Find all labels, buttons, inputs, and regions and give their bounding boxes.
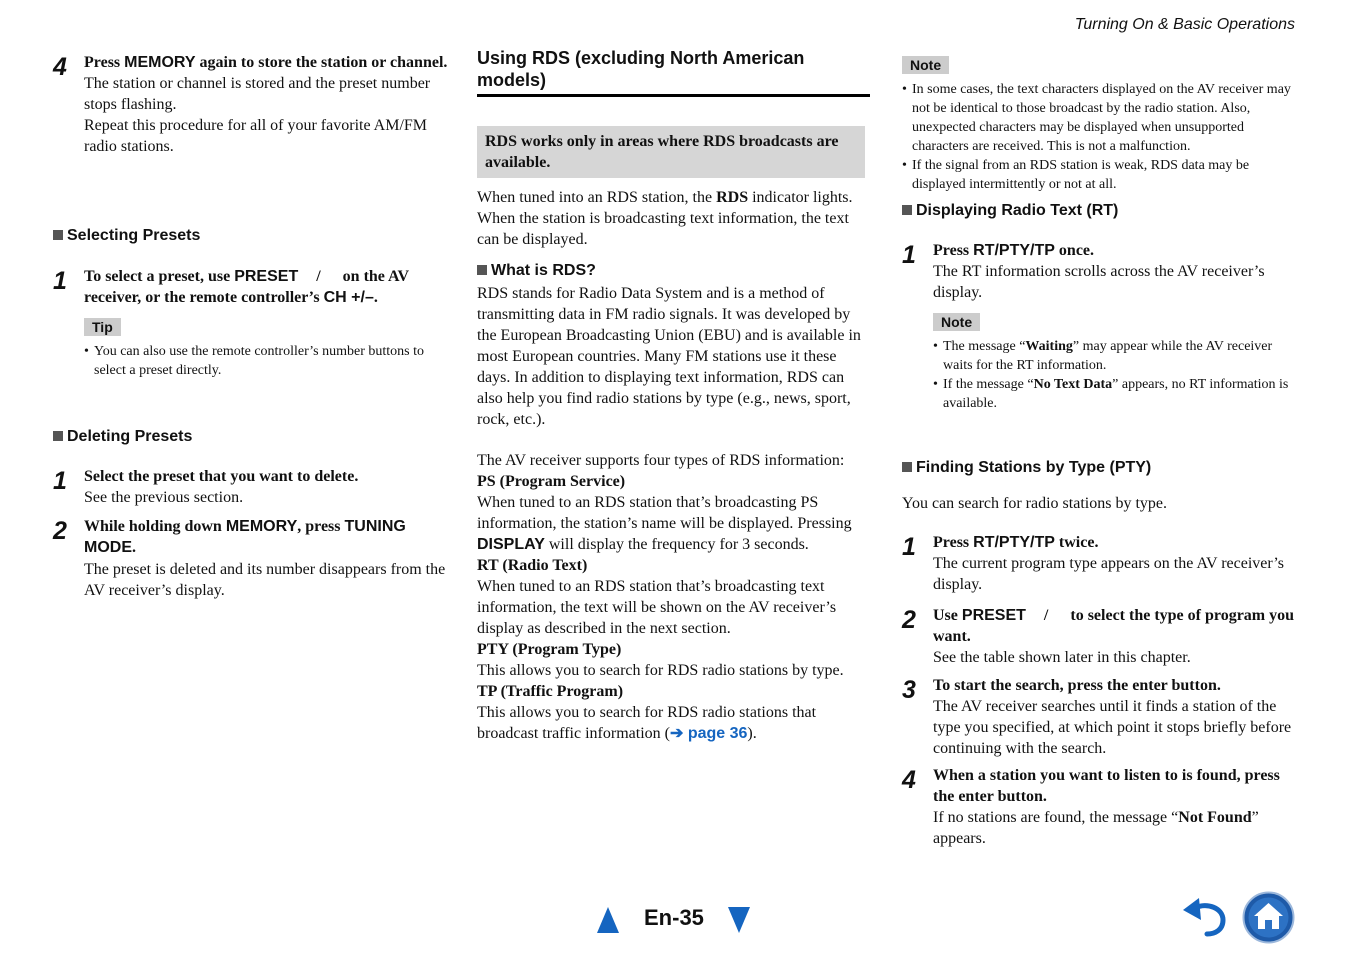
note-item: • The message “Waiting” may appear while the AV receiver waits for the RT information. bbox=[933, 337, 1295, 375]
triangle-up-icon[interactable] bbox=[597, 907, 619, 933]
step-title: Use PRESET / to select the type of program you want. bbox=[933, 607, 1295, 645]
pty-body: This allows you to search for RDS radio stations by type. bbox=[477, 662, 844, 679]
page-number: En-35 bbox=[644, 905, 704, 930]
step-title: Select the preset that you want to delete. bbox=[84, 468, 359, 485]
section-heading-selecting-presets: Selecting Presets bbox=[53, 227, 448, 245]
step-title: Press MEMORY again to store the station or channel. bbox=[84, 54, 448, 71]
note-item: • In some cases, the text characters displayed on the AV receiver may not be identical to those broadcast by the radio station. Also, unexpected characters may be displayed when unsupported characters are received. This is not a malfunction. bbox=[902, 80, 1294, 156]
section-heading-radio-text: Displaying Radio Text (RT) bbox=[902, 202, 1295, 220]
step-title: When a station you want to listen to is found, press the enter button. bbox=[933, 767, 1280, 805]
step-title: To select a preset, use PRESET / on the AV receiver, or the remote controller’s CH +/–. bbox=[84, 268, 409, 306]
step-body: Repeat this procedure for all of your favorite AM/FM radio stations. bbox=[84, 117, 428, 155]
section-heading-what-is-rds: What is RDS? bbox=[477, 262, 870, 280]
pty-title: PTY (Program Type) bbox=[477, 641, 622, 658]
step-4 bbox=[53, 52, 448, 157]
step-title: While holding down MEMORY, press TUNING MODE. bbox=[84, 518, 406, 556]
step-body: The station or channel is stored and the preset number stops flashing. bbox=[84, 75, 431, 113]
note-item: • If the message “No Text Data” appears, no RT information is available. bbox=[933, 375, 1295, 413]
step-number: 3 bbox=[902, 676, 916, 704]
deleting-presets-step-2 bbox=[53, 516, 448, 601]
rt-notes bbox=[933, 337, 1295, 413]
pty-step-2 bbox=[902, 605, 1295, 668]
pty-step-4 bbox=[902, 765, 1295, 849]
section-heading-pty: Finding Stations by Type (PTY) bbox=[902, 459, 1295, 477]
rt-body: When tuned to an RDS station that’s broadcasting text information, the text will be shown on the AV receiver’s display as described in the next section. bbox=[477, 578, 837, 637]
pty-intro: You can search for radio stations by type. bbox=[902, 495, 1167, 512]
tp-title: TP (Traffic Program) bbox=[477, 683, 624, 700]
pty-step-3 bbox=[902, 675, 1295, 759]
step-body: The AV receiver searches until it finds a station of the type you specified, at which point it stops briefly before continuing with the search. bbox=[933, 698, 1292, 757]
note-item: • If the signal from an RDS station is weak, RDS data may be displayed intermittently or not at all. bbox=[902, 156, 1294, 194]
rt-note-label: Note bbox=[933, 313, 980, 331]
section-title: Turning On & Basic Operations bbox=[1074, 16, 1295, 33]
step-title: To start the search, press the enter button. bbox=[933, 677, 1221, 694]
triangle-down-icon[interactable] bbox=[728, 907, 750, 933]
step-number: 1 bbox=[902, 533, 916, 561]
step-title: Press RT/PTY/TP once. bbox=[933, 242, 1095, 259]
return-arrow-icon[interactable] bbox=[1181, 896, 1229, 938]
rds-notes bbox=[902, 80, 1294, 194]
step-number: 4 bbox=[53, 53, 67, 81]
step-number: 1 bbox=[53, 467, 67, 495]
radio-text-step-1 bbox=[902, 240, 1295, 303]
what-is-rds-body: RDS stands for Radio Data System and is a method of transmitting data in FM radio signals. It was developed by the European Broadcasting Union (EBU) and is available in most European countries. Many FM stations use it these days. In addition to displaying text information, RDS can also help you find radio stations by type (e.g., news, sport, rock, etc.). bbox=[477, 285, 861, 428]
section-heading-deleting-presets: Deleting Presets bbox=[53, 428, 448, 446]
page-36-link[interactable]: ➔ page 36 bbox=[669, 725, 748, 742]
ps-body: When tuned to an RDS station that’s broadcasting PS information, the station’s name will be displayed. Pressing DISPLAY will display the frequency for 3 seconds. bbox=[477, 494, 852, 553]
rds-section-title: Using RDS (excluding North American models) bbox=[477, 48, 805, 90]
step-number: 1 bbox=[53, 267, 67, 295]
step-body: If no stations are found, the message “Not Found” appears. bbox=[933, 809, 1259, 847]
step-number: 1 bbox=[902, 241, 916, 269]
home-icon[interactable] bbox=[1242, 891, 1295, 944]
ps-title: PS (Program Service) bbox=[477, 473, 626, 490]
title-rule bbox=[477, 94, 870, 97]
types-intro: The AV receiver supports four types of RDS information: bbox=[477, 452, 845, 469]
tp-body: This allows you to search for RDS radio stations that broadcast traffic information (➔ page 36). bbox=[477, 704, 817, 742]
step-number: 2 bbox=[902, 606, 916, 634]
step-body: See the table shown later in this chapter. bbox=[933, 649, 1191, 666]
step-body: See the previous section. bbox=[84, 489, 244, 506]
step-title: Press RT/PTY/TP twice. bbox=[933, 534, 1099, 551]
rt-title: RT (Radio Text) bbox=[477, 557, 588, 574]
step-body: The preset is deleted and its number disappears from the AV receiver’s display. bbox=[84, 561, 446, 599]
rds-availability-note: RDS works only in areas where RDS broadcasts are available. bbox=[477, 126, 865, 178]
deleting-presets-step-1 bbox=[53, 466, 448, 508]
note-label: Note bbox=[902, 56, 949, 74]
step-body: The RT information scrolls across the AV receiver’s display. bbox=[933, 263, 1265, 301]
tip-label: Tip bbox=[84, 318, 121, 336]
step-number: 2 bbox=[53, 517, 67, 545]
pty-step-1 bbox=[902, 532, 1295, 595]
step-number: 4 bbox=[902, 766, 916, 794]
rds-intro: When tuned into an RDS station, the RDS indicator lights. When the station is broadcasting text information, the text can be displayed. bbox=[477, 189, 853, 248]
rds-types-block bbox=[477, 450, 870, 744]
tip-text: • You can also use the remote controller’s number buttons to select a preset directly. bbox=[84, 342, 456, 380]
step-body: The current program type appears on the AV receiver’s display. bbox=[933, 555, 1284, 593]
selecting-presets-step-1 bbox=[53, 266, 448, 308]
